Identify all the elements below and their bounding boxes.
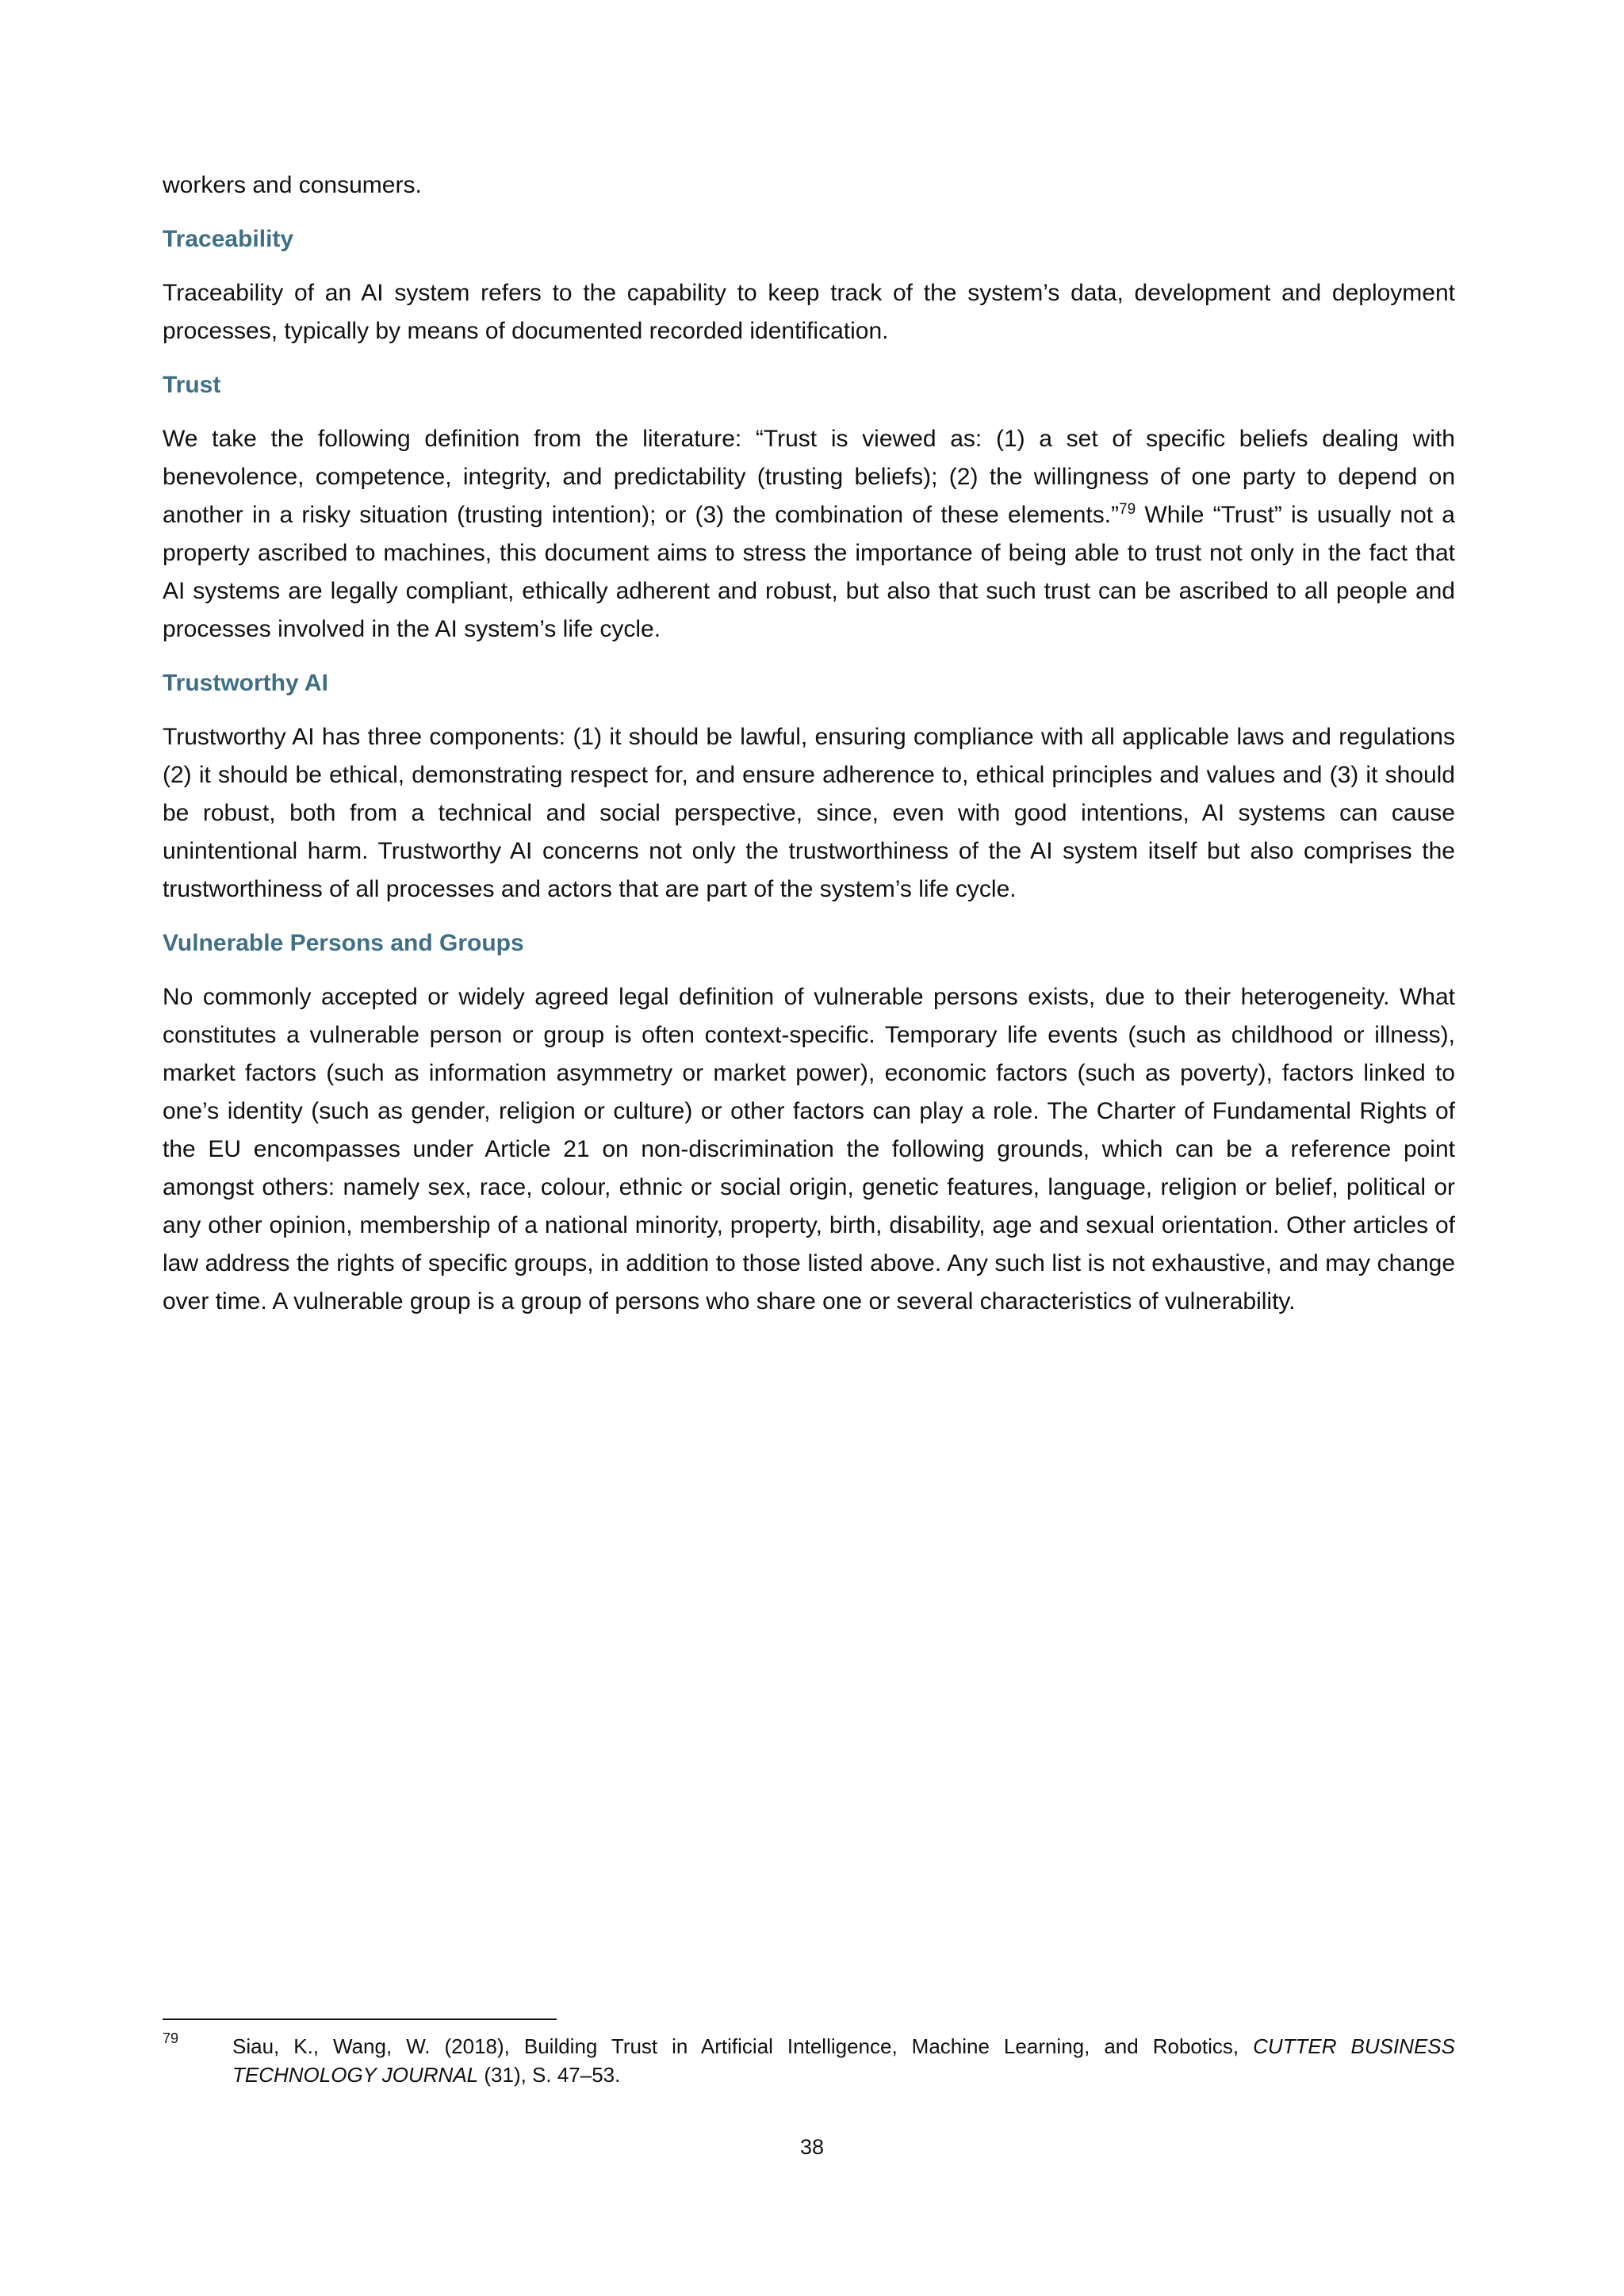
footnote-reference[interactable]: 79 [1119,501,1136,518]
paragraph-trust-part1: We take the following definition from the literature: “Trust is viewed as: (1) a set of specific beliefs dealing with benevolence, competence, integrity, and predictability (trusting beliefs); (2) the willingness of one party to depend on another in a risky situation (trusting intention); or (3) the combination of these elements.” [163,426,1455,528]
footnote-citation: Siau, K., Wang, W. (2018), Building Trust in Artificial Intelligence, Machine Learning, and Robotics, [232,2034,1254,2058]
body-content [163,166,1455,1337]
paragraph-vulnerable-persons: No commonly accepted or widely agreed legal definition of vulnerable persons exists, due to their heterogeneity. What constitutes a vulnerable person or group is often context-specific. Temporary life events (such as childhood or illness), market factors (such as information asymmetry or market power), economic factors (such as poverty), factors linked to one’s identity (such as gender, religion or culture) or other factors can play a role. The Charter of Fundamental Rights of the EU encompasses under Article 21 on non-discrimination the following grounds, which can be a reference point amongst others: namely sex, race, colour, ethnic or social origin, genetic features, language, religion or belief, political or any other opinion, membership of a national minority, property, birth, disability, age and sexual orientation. Other articles of law address the rights of specific groups, in addition to those listed above. Any such list is not exhaustive, and may change over time. A vulnerable group is a group of persons who share one or several characteristics of vulnerability. [163,984,1455,1314]
footnote-citation-end: (31), S. 47–53. [478,2063,621,2087]
continuation-text: workers and consumers. [163,172,422,198]
footnote-text [232,2032,1455,2089]
paragraph-traceability: Traceability of an AI system refers to the capability to keep track of the system’s data, development and deployment processes, typically by means of documented recorded identification. [163,280,1455,344]
paragraph-trust-part2: While “Trust” is usually not a property ascribed to machines, this document aims to stress the importance of being able to trust not only in the fact that AI systems are legally compliant, ethically adherent and robust, but also that such trust can be ascribed to all people and processes involved in the AI system’s life cycle. [163,502,1455,642]
footnote [163,2032,1455,2089]
footnote-number: 79 [163,2030,179,2046]
paragraph-trust [163,420,1455,649]
footnote-journal: CUTTER BUSINESS TECHNOLOGY JOURNAL [232,2034,1455,2087]
page-number: 38 [799,2135,825,2159]
heading-vulnerable-persons: Vulnerable Persons and Groups [163,930,524,956]
heading-trust: Trust [163,372,221,398]
footnote-divider [163,2019,557,2020]
heading-trustworthy-ai: Trustworthy AI [163,670,328,696]
heading-traceability: Traceability [163,226,294,252]
paragraph-trustworthy-ai: Trustworthy AI has three components: (1) it should be lawful, ensuring compliance with all applicable laws and regulations (2) it should be ethical, demonstrating respect for, and ensure adherence to, ethical principles and values and (3) it should be robust, both from a technical and social perspective, since, even with good intentions, AI systems can cause unintentional harm. Trustworthy AI concerns not only the trustworthiness of the AI system itself but also comprises the trustworthiness of all processes and actors that are part of the system’s life cycle. [163,724,1455,902]
